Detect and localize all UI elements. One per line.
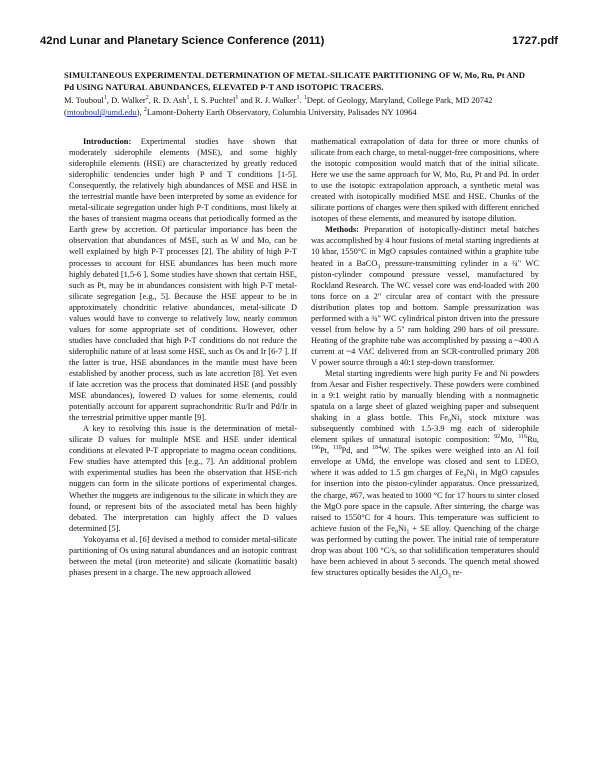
continued-paragraph: mathematical extrapolation of data for three or more chunks of silicate from each charge, to metal-nugget-free compositions, where the isotopic composition would match that of the initial silicate. Here we use the same approach for W, Mo, Ru, Pt and Pd. In order to use the isotopic extrapolation approach, a synthetic metal was created with isotopically modified MSE and HSE. Chunks of the silicate portions of charges were then spiked with different enriched isotopes of these elements, and measured by isotope dilution. bbox=[311, 137, 539, 224]
affiliation-1: Dept. of Geology, Maryland, College Park, MD 20742 ( bbox=[64, 95, 493, 117]
left-column bbox=[69, 136, 297, 578]
author-walker-rj: R. J. Walker bbox=[254, 95, 297, 105]
methods-heading: Methods: bbox=[325, 225, 359, 235]
body-paragraph: Metal starting ingredients were high purity Fe and Ni powders from Aesar and Fisher respectively. These powders were combined in a 9:1 weight ratio by manually blending with a nonmagnetic spatula on a large sheet of glazed weighing paper and subsequent shaking in a glass bottle. This $Fe_9Ni_1$ stock mixture was subsequently combined with 1.5-3.9 mg each of siderophile element spikes of unnatural isotopic composition: $^{92}$Mo, $^{116}$Ru, $^{196}$Pt, $^{110}$Pd, and $^{184}$W. The spikes were weighed into an Al foil envelope at UMd, the envelope was closed and sent to LDEO, where it was added to 1.5 gm charges of $Fe_9Ni_1$ in MgO capsules for insertion into the piston-cylinder apparatus. Once pressurized, the charge, #67, was heated to 1000 °C for 17 hours to sinter closed the MgO pore space in the capsule. After sintering, the charge was raised to 1550°C for 4 hours. This temperature was sufficient to achieve fusion of the $Fe_9Ni_1$ + SE alloy. Quenching of the charge was performed by cutting the power. The initial rate of temperature drop was about 100 °C/s, so that solidification temperatures should have been achieved in about 5 seconds. The quench metal showed few structures optically besides the $Al_2O_3$ re- bbox=[311, 368, 540, 580]
right-column bbox=[311, 136, 539, 578]
intro-heading: Introduction: bbox=[83, 137, 132, 146]
author-puchtel: I. S. Puchtel bbox=[193, 95, 236, 105]
author-email-link[interactable]: mtouboul@umd.edu bbox=[66, 107, 137, 117]
intro-paragraph: Introduction: Experimental studies have shown that moderately siderophile elements (MSE), and some highly siderophile elements (HSE) are characterized by greatly reduced siderophilic tendencies under high P and T conditions [1-5]. Consequently, the relatively high abundances of MSE and HSE in the terrestrial mantle have been interpreted by some as evidence for metal-silicate segregation under high P-T conditions, most likely at the bases of transient magma oceans that periodically formed as the Earth grew by accretion. Of particular importance has been the observation that abundances of MSE, such as W and Mo, can be well explained by high P-T processes [2]. The ability of high P-T processes to account for HSE abundances has been much more highly debated [1,5-6 ]. Some studies have shown that certain HSE, such as Pt, may be in abundances consistent with high P-T metal-silicate segregation [e.g., 5]. Because the HSE appear to be in approximately chondritic relative abundances, metal-silicate D values would have to converge to relatively low, nearly common values for some appropriate set of conditions. However, other studies have concluded that high P-T conditions do not reduce the siderophilic nature of at least some HSE, such as Os and Ir [6-7 ]. If the latter is true, HSE abundances in the mantle must have been established by another process, such as late accretion [8]. Yet even if late accretion was the process that dominated HSE (and possibly MSE abundances), lowered D values for some elements, could potentially account for apparent suprachondritic Ru/Ir and Pd/Ir in the terrestrial primitive upper mantle [9]. bbox=[69, 137, 298, 423]
file-id: 1727.pdf bbox=[512, 35, 558, 47]
body-paragraph: Yokoyama et al. [6] devised a method to consider metal-silicate partitioning of Os using natural abundances and an isotopic contrast between the metal (iron meteorite) and silicate (komatiitic basalt) phases present in a charge. The new approach allowed bbox=[69, 534, 297, 577]
author-touboul: M. Touboul bbox=[64, 95, 104, 105]
affiliation-2: Lamont-Doherty Earth Observatory, Columbia University, Palisades NY 10964 bbox=[146, 107, 417, 117]
conference-header: 42nd Lunar and Planetary Science Conference (2011) bbox=[40, 35, 325, 47]
methods-paragraph: Methods: Preparation of isotopically-distinct metal batches was accomplished by 4 hour fusions of metal starting ingredients at 10 kbar, 1550°C in MgO capsules contained within a graphite tube heated in a BaCO$_3$ pressure-transmitting cylinder in a ¾" WC piston-cylinder compound pressure vessel, manufactured by Rockland Research. The WC vessel core was end-loaded with 200 tons force on a 2" circular area of contact with the pressure distribution plates top and bottom. Sample pressurization was performed with a ¾" WC cylindrical piston driven into the pressure vessel from below by a 5" ram holding 290 bars of oil pressure. Heating of the graphite tube was accomplished by passing a ~400 A current at ~4 VAC delivered from an SCR-controlled primary 208 V power source through a 40:1 step-down transformer. bbox=[311, 225, 539, 367]
author-ash: R. D. Ash bbox=[152, 95, 187, 105]
body-paragraph: A key to resolving this issue is the determination of metal-silicate D values for multiple MSE and HSE under identical conditions at elevated P-T appropriate to magma ocean conditions. Few studies have attempted this [e.g., 7]. An additional problem with experimental studies has been the observation that HSE-rich nuggets can form in the silicate portions of experimental charges. Whether the nuggets are indigenous to the silicate in which they are found, or represent bits of the associated metal has been highly debated. The interpretation can highly affect the D values determined [5]. bbox=[69, 424, 297, 533]
paper-title: SIMULTANEOUS EXPERIMENTAL DETERMINATION OF METAL-SILICATE PARTITIONING OF W, Mo, Ru, Pt AND Pd USING NATURAL ABUNDANCES, ELEVATED P-T AND ISOTOPIC TRACERS. bbox=[64, 70, 525, 92]
author-line: M. Touboul$^1$, D. Walker$^2$, R. D. Ash$^1$, I. S. Puchtel$^1$ and R. J. Walker$^1$. $^1$Dept. of Geology, Maryland, College Park, MD 20742 (mtouboul@umd.edu), $^2$Lamont-Doherty Earth Observatory, Columbia University, Palisades NY 10964 bbox=[64, 95, 493, 117]
author-walker-d: D. Walker bbox=[111, 95, 146, 105]
